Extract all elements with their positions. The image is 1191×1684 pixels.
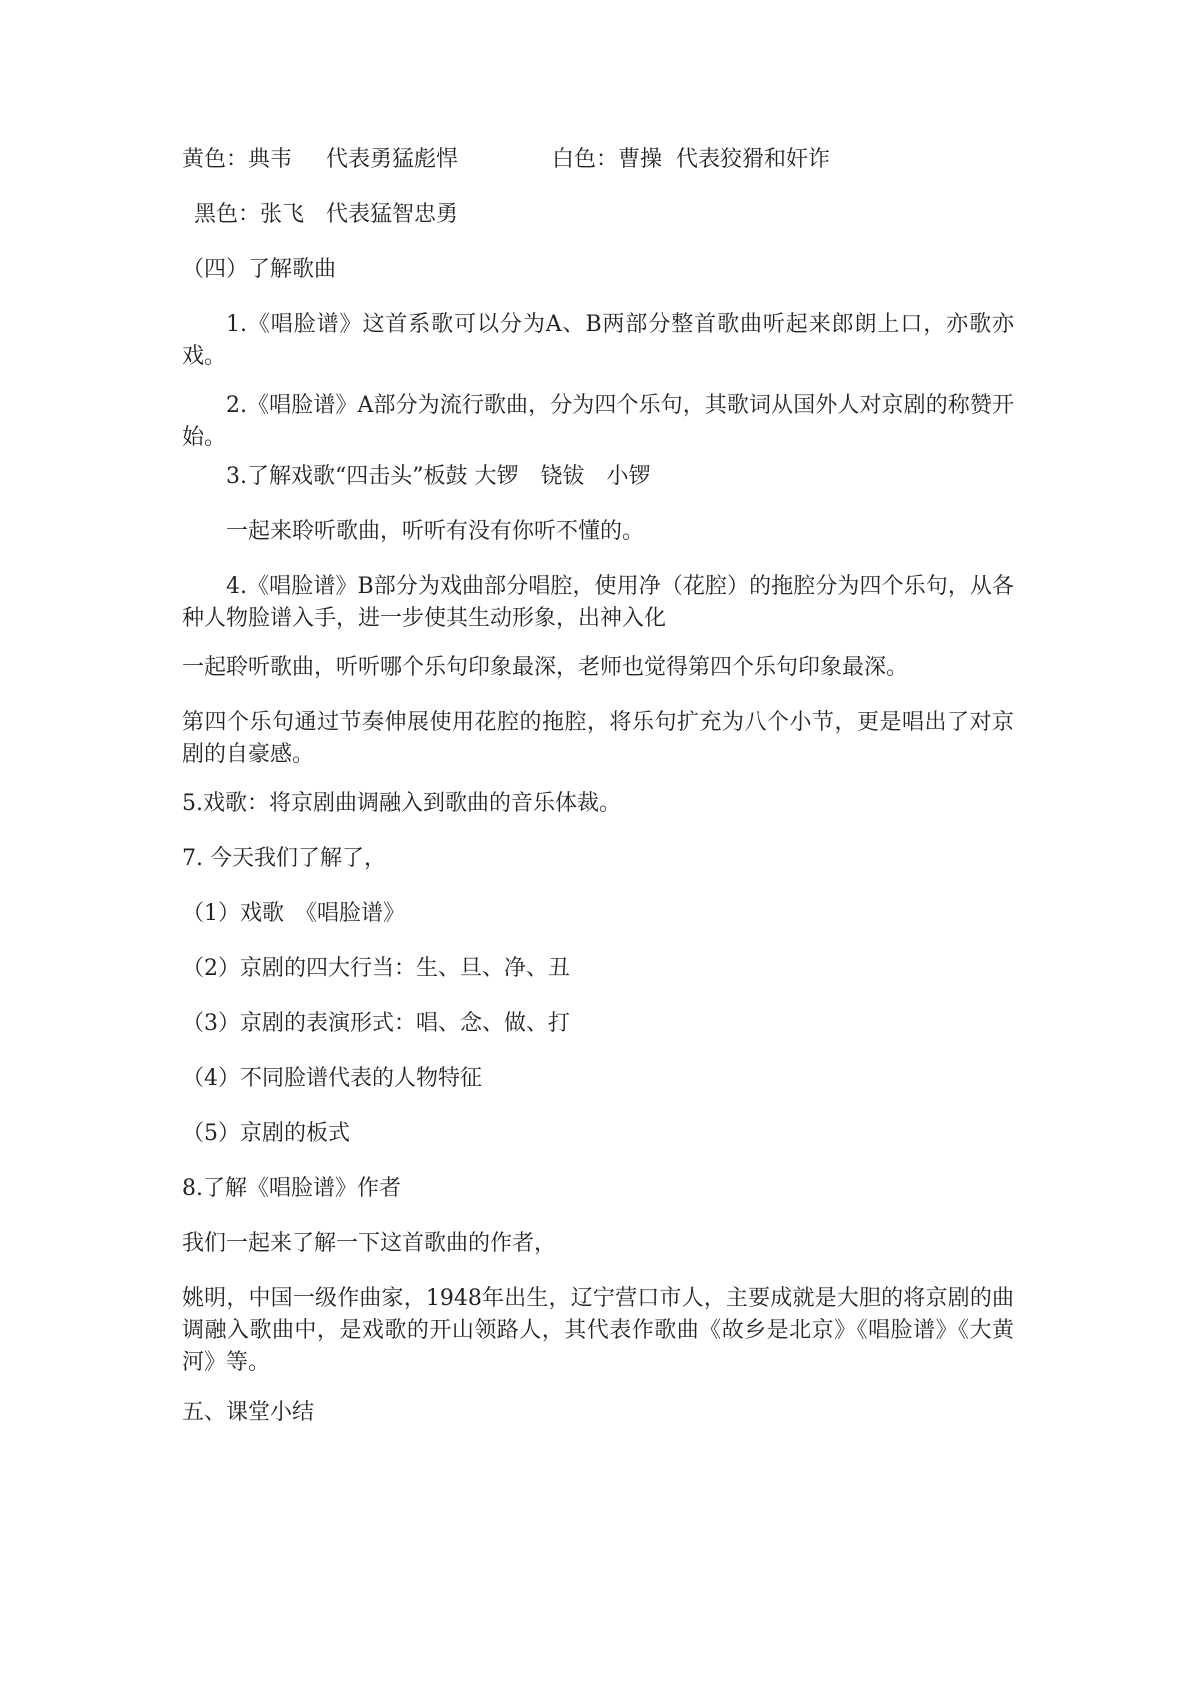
paragraph-fourth-phrase: 第四个乐句通过节奏伸展使用花腔的拖腔，将乐句扩充为八个小节，更是唱出了对京剧的自豪感。 bbox=[182, 710, 1014, 767]
black-desc: 代表猛智忠勇 bbox=[326, 202, 459, 227]
summary-item-5: （5）京剧的板式 bbox=[182, 1121, 350, 1146]
white-label: 白色：曹操 bbox=[552, 147, 663, 172]
summary-item-4: （4）不同脸谱代表的人物特征 bbox=[182, 1066, 482, 1091]
yellow-label: 黄色：典韦 bbox=[182, 147, 293, 172]
white-desc: 代表狡猾和奸诈 bbox=[676, 147, 831, 172]
paragraph-5: 5.戏歌：将京剧曲调融入到歌曲的音乐体裁。 bbox=[182, 791, 621, 816]
author-bio: 姚明，中国一级作曲家，1948年出生，辽宁营口市人，主要成就是大胆的将京剧的曲调融入歌曲中，是戏歌的开山领路人，其代表作歌曲《故乡是北京》《唱脸谱》《大黄河》等。 bbox=[182, 1286, 1014, 1375]
black-label: 黑色：张飞 bbox=[194, 202, 305, 227]
author-heading: 8.了解《唱脸谱》作者 bbox=[182, 1176, 401, 1201]
author-intro: 我们一起来了解一下这首歌曲的作者， bbox=[182, 1231, 557, 1256]
paragraph-7: 7. 今天我们了解了， bbox=[182, 846, 386, 871]
summary-item-1: （1）戏歌 《唱脸谱》 bbox=[182, 901, 405, 926]
paragraph-3: 3.了解戏歌“四击头”板鼓 大锣 铙钹 小锣 bbox=[226, 464, 651, 489]
summary-item-3: （3）京剧的表演形式：唱、念、做、打 bbox=[182, 1011, 570, 1036]
paragraph-1: 1.《唱脸谱》这首系歌可以分为A、B两部分整首歌曲听起来郎朗上口，亦歌亦戏。 bbox=[182, 312, 1014, 369]
section-five-heading: 五、课堂小结 bbox=[182, 1400, 315, 1425]
paragraph-4: 4.《唱脸谱》B部分为戏曲部分唱腔，使用净（花腔）的拖腔分为四个乐句，从各种人物脸谱入手，进一步使其生动形象，出神入化 bbox=[182, 574, 1014, 631]
paragraph-2: 2.《唱脸谱》A部分为流行歌曲，分为四个乐句，其歌词从国外人对京剧的称赞开始。 bbox=[182, 393, 1014, 450]
yellow-desc: 代表勇猛彪悍 bbox=[326, 147, 459, 172]
paragraph-listen-2: 一起聆听歌曲，听听哪个乐句印象最深，老师也觉得第四个乐句印象最深。 bbox=[182, 655, 909, 680]
section-four-heading: （四）了解歌曲 bbox=[182, 257, 337, 282]
summary-item-2: （2）京剧的四大行当：生、旦、净、丑 bbox=[182, 956, 570, 981]
paragraph-listen-1: 一起来聆听歌曲，听听有没有你听不懂的。 bbox=[226, 519, 645, 544]
